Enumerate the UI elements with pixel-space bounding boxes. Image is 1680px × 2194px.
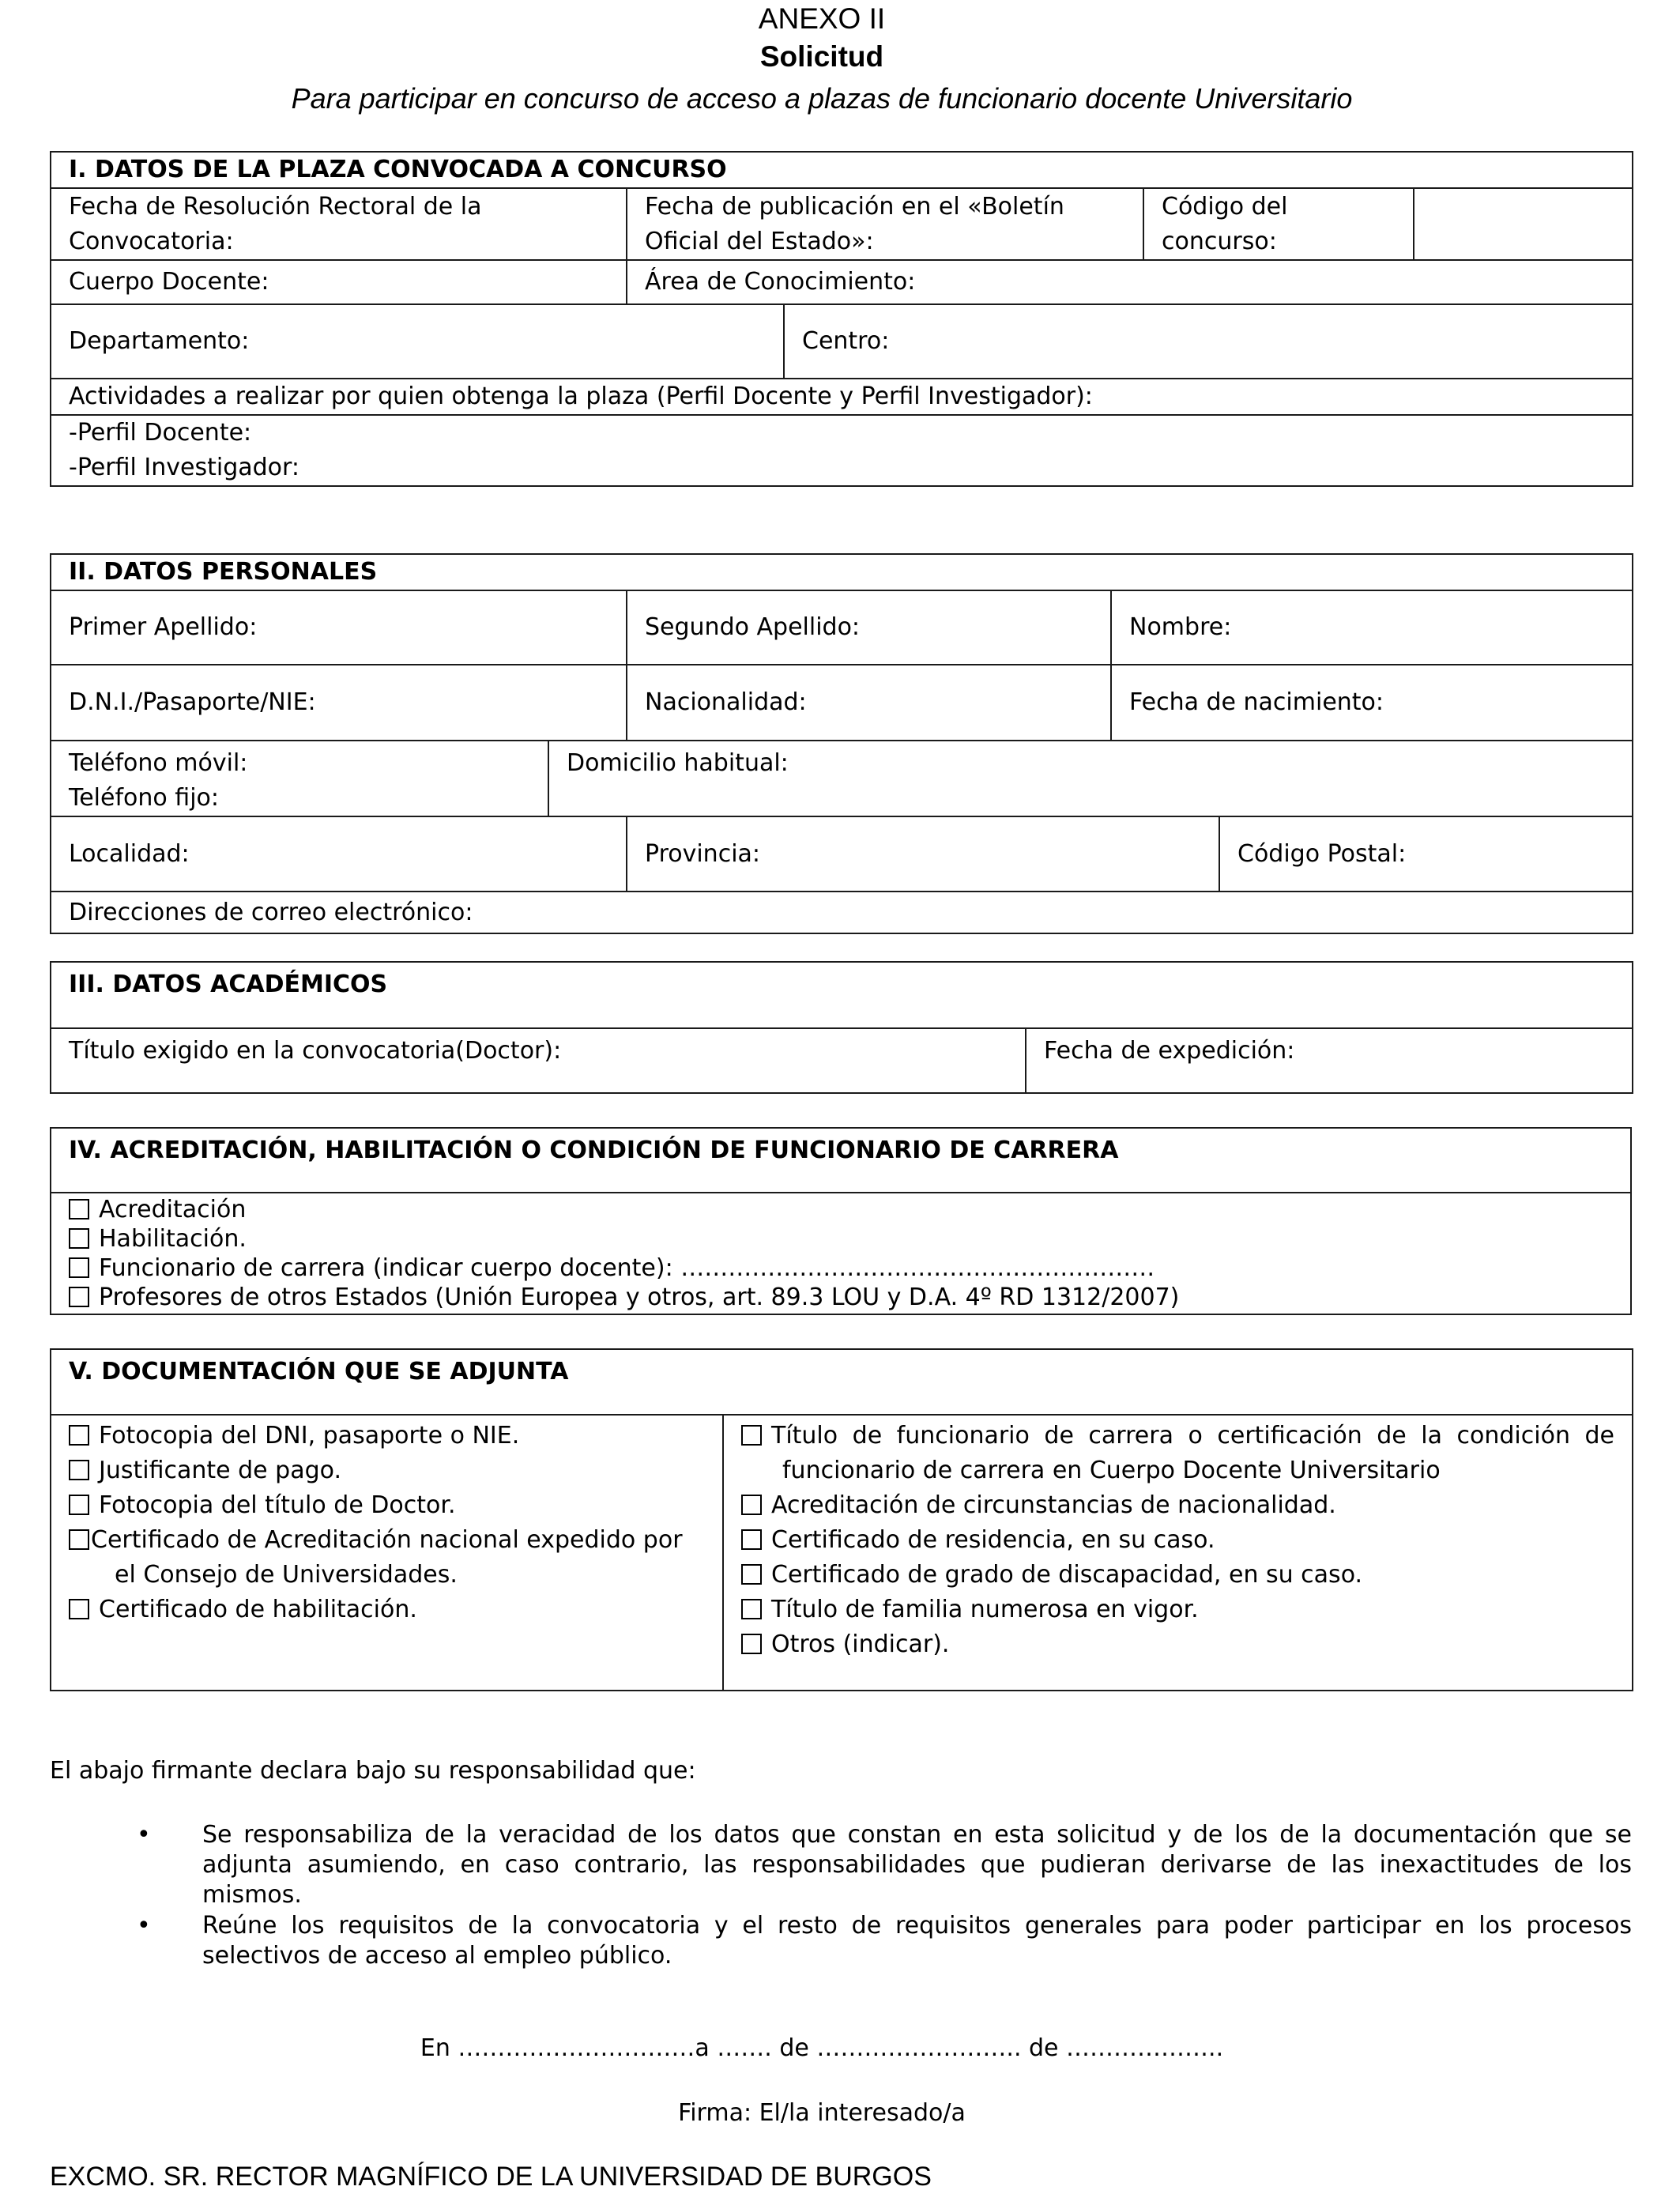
dni-field[interactable]: D.N.I./Pasaporte/NIE: xyxy=(51,665,627,741)
codigo-concurso-field[interactable] xyxy=(1414,188,1633,260)
checkbox-doc-habilitacion[interactable] xyxy=(69,1599,89,1619)
doc-titulo-doctor[interactable] xyxy=(69,1488,705,1523)
fecha-boe-field[interactable]: Fecha de publicación en el «Boletín Oficial del Estado»: xyxy=(627,188,1143,260)
checkbox-acreditacion[interactable] xyxy=(69,1199,89,1220)
telefono-fijo-label: Teléfono fijo: xyxy=(69,784,219,812)
fecha-expedicion-field[interactable]: Fecha de expedición: xyxy=(1026,1028,1633,1093)
doc-label: Certificado de Acreditación nacional expedido por xyxy=(91,1526,683,1554)
option-label: Habilitación. xyxy=(99,1225,247,1253)
section-acreditacion-heading: IV. ACREDITACIÓN, HABILITACIÓN O CONDICIÓN DE FUNCIONARIO DE CARRERA xyxy=(51,1128,1631,1193)
bullet-icon: • xyxy=(137,1821,151,1849)
telefono-movil-label: Teléfono móvil: xyxy=(69,749,248,777)
form-subtitle: Para participar en concurso de acceso a plazas de funcionario docente Universitario xyxy=(291,82,1353,115)
titulo-doctor-field[interactable]: Título exigido en la convocatoria(Doctor): xyxy=(51,1028,1026,1093)
doc-label-continuation: funcionario de carrera en Cuerpo Docente Universitario xyxy=(782,1457,1441,1484)
section-acreditacion-table xyxy=(50,1127,1632,1315)
section-documentacion-heading: V. DOCUMENTACIÓN QUE SE ADJUNTA xyxy=(51,1349,1633,1415)
segundo-apellido-field[interactable]: Segundo Apellido: xyxy=(627,590,1111,665)
checkbox-doc-nacionalidad[interactable] xyxy=(741,1495,762,1515)
option-label: Profesores de otros Estados (Unión Europea y otros, art. 89.3 LOU y D.A. 4º RD 1312/2007) xyxy=(99,1284,1180,1311)
option-funcionario-carrera[interactable] xyxy=(69,1253,1613,1283)
doc-dni[interactable] xyxy=(69,1419,705,1453)
checkbox-doc-discapacidad[interactable] xyxy=(741,1564,762,1585)
checkbox-funcionario-carrera[interactable] xyxy=(69,1257,89,1278)
doc-acreditacion-nacional[interactable] xyxy=(69,1523,705,1558)
option-label: Acreditación xyxy=(99,1196,247,1223)
place-date-line[interactable]: En …………………………a ……. de …………………….. de ……………….. xyxy=(420,2034,1224,2062)
bullet-icon: • xyxy=(137,1912,151,1940)
option-habilitacion[interactable] xyxy=(69,1224,1613,1253)
section-documentacion-table xyxy=(50,1348,1633,1691)
option-profesores-otros-estados[interactable] xyxy=(69,1283,1613,1312)
section-academicos-heading: III. DATOS ACADÉMICOS xyxy=(51,962,1633,1028)
doc-label: Justificante de pago. xyxy=(99,1457,342,1484)
section-academicos-table xyxy=(50,961,1633,1094)
doc-titulo-funcionario[interactable] xyxy=(741,1419,1614,1453)
fecha-nacimiento-field[interactable]: Fecha de nacimiento: xyxy=(1111,665,1633,741)
doc-label: Certificado de grado de discapacidad, en su caso. xyxy=(771,1561,1363,1589)
primer-apellido-field[interactable]: Primer Apellido: xyxy=(51,590,627,665)
doc-otros[interactable] xyxy=(741,1627,1614,1662)
declaration-text: Se responsabiliza de la veracidad de los datos que constan en esta solicitud y de los de la documentación que se adjunta asumiendo, en caso contrario, las responsabilidades que pudieran derivarse de las inexactitudes de los mismos. xyxy=(202,1821,1632,1909)
option-acreditacion[interactable] xyxy=(69,1195,1613,1224)
actividades-label: Actividades a realizar por quien obtenga la plaza (Perfil Docente y Perfil Investigador): xyxy=(51,379,1633,415)
perfil-docente-label: -Perfil Docente: xyxy=(69,419,252,447)
fecha-resolucion-field[interactable]: Fecha de Resolución Rectoral de la Convocatoria: xyxy=(51,188,627,260)
doc-habilitacion[interactable] xyxy=(69,1593,705,1627)
declaration-intro: El abajo firmante declara bajo su responsabilidad que: xyxy=(50,1757,696,1785)
doc-discapacidad[interactable] xyxy=(741,1558,1614,1593)
doc-label: Otros (indicar). xyxy=(771,1630,950,1658)
area-conocimiento-field[interactable]: Área de Conocimiento: xyxy=(627,260,1633,304)
section-personales-heading: II. DATOS PERSONALES xyxy=(51,554,1633,590)
checkbox-doc-residencia[interactable] xyxy=(741,1529,762,1550)
doc-label: Fotocopia del título de Doctor. xyxy=(99,1491,456,1519)
perfiles-field[interactable] xyxy=(51,415,1633,486)
doc-nacionalidad[interactable] xyxy=(741,1488,1614,1523)
telefonos-field[interactable] xyxy=(51,741,548,816)
doc-familia-numerosa[interactable] xyxy=(741,1593,1614,1627)
codigo-concurso-label: Código del concurso: xyxy=(1143,188,1414,260)
codigo-postal-field[interactable]: Código Postal: xyxy=(1219,816,1633,892)
cuerpo-docente-field[interactable]: Cuerpo Docente: xyxy=(51,260,627,304)
documentacion-left-list xyxy=(51,1415,723,1691)
documentacion-right-list xyxy=(723,1415,1633,1691)
checkbox-doc-justificante-pago[interactable] xyxy=(69,1460,89,1480)
doc-label: Título de funcionario de carrera o certificación de la condición de xyxy=(771,1422,1614,1449)
checkbox-doc-dni[interactable] xyxy=(69,1425,89,1446)
section-plaza-table xyxy=(50,151,1633,487)
nombre-field[interactable]: Nombre: xyxy=(1111,590,1633,665)
acreditacion-options xyxy=(51,1193,1631,1314)
section-personales-table xyxy=(50,553,1633,934)
signature-label: Firma: El/la interesado/a xyxy=(678,2099,966,2127)
addressee-footer: EXCMO. SR. RECTOR MAGNÍFICO DE LA UNIVERSIDAD DE BURGOS xyxy=(50,2162,932,2192)
localidad-field[interactable]: Localidad: xyxy=(51,816,627,892)
doc-label: Fotocopia del DNI, pasaporte o NIE. xyxy=(99,1422,520,1449)
checkbox-profesores-otros-estados[interactable] xyxy=(69,1287,89,1307)
nacionalidad-field[interactable]: Nacionalidad: xyxy=(627,665,1111,741)
doc-label: Acreditación de circunstancias de nacionalidad. xyxy=(771,1491,1336,1519)
declaration-text: Reúne los requisitos de la convocatoria y el resto de requisitos generales para poder participar en los procesos selectivos de acceso al empleo público. xyxy=(202,1912,1632,1970)
doc-label: Certificado de habilitación. xyxy=(99,1596,417,1623)
doc-residencia[interactable] xyxy=(741,1523,1614,1558)
centro-field[interactable]: Centro: xyxy=(784,304,1633,379)
checkbox-doc-titulo-doctor[interactable] xyxy=(69,1495,89,1515)
checkbox-doc-familia-numerosa[interactable] xyxy=(741,1599,762,1619)
option-label: Funcionario de carrera (indicar cuerpo docente): …………………………………………………… xyxy=(99,1254,1155,1282)
domicilio-field[interactable]: Domicilio habitual: xyxy=(548,741,1633,816)
doc-label: Título de familia numerosa en vigor. xyxy=(771,1596,1199,1623)
checkbox-doc-otros[interactable] xyxy=(741,1634,762,1654)
checkbox-doc-acreditacion-nacional[interactable] xyxy=(69,1529,89,1550)
doc-label: Certificado de residencia, en su caso. xyxy=(771,1526,1215,1554)
annex-title: ANEXO II xyxy=(758,2,886,35)
doc-label-continuation: el Consejo de Universidades. xyxy=(115,1561,458,1589)
perfil-investigador-label: -Perfil Investigador: xyxy=(69,454,299,481)
checkbox-habilitacion[interactable] xyxy=(69,1228,89,1249)
correo-field[interactable]: Direcciones de correo electrónico: xyxy=(51,892,1633,933)
form-title: Solicitud xyxy=(759,40,884,73)
departamento-field[interactable]: Departamento: xyxy=(51,304,784,379)
provincia-field[interactable]: Provincia: xyxy=(627,816,1219,892)
declaration-item xyxy=(50,1820,1632,1915)
doc-justificante-pago[interactable] xyxy=(69,1453,705,1488)
checkbox-doc-titulo-funcionario[interactable] xyxy=(741,1425,762,1446)
declaration-item xyxy=(50,1911,1632,1974)
section-plaza-heading: I. DATOS DE LA PLAZA CONVOCADA A CONCURSO xyxy=(51,152,1633,188)
